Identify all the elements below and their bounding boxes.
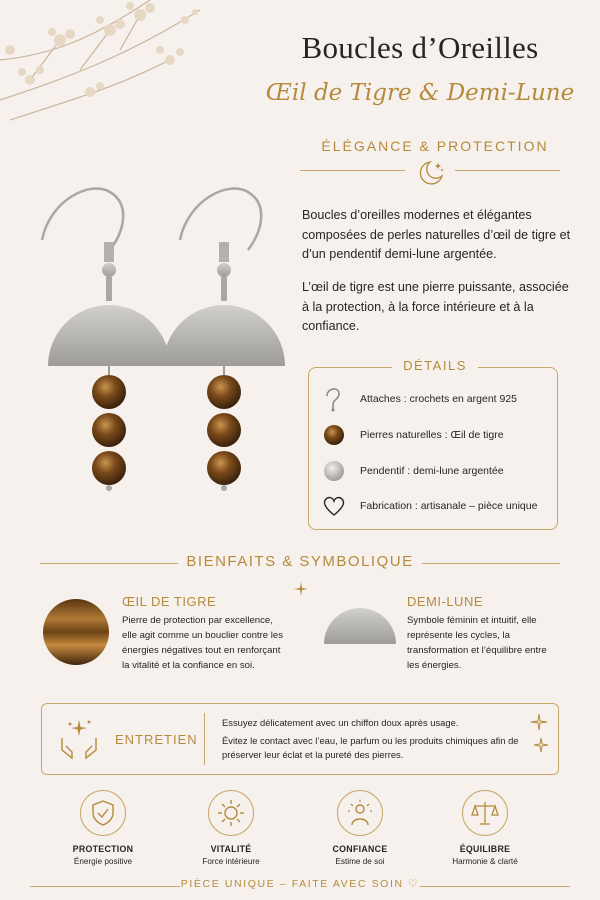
virtue-label: VITALITÉ xyxy=(210,844,252,854)
intro-paragraph-2: L’œil de tigre est une pierre puissante, associée à la protection, à la force intérieure et à la confiance. xyxy=(302,280,569,334)
heart-icon xyxy=(320,492,348,520)
half-moon-heading: DEMI-LUNE xyxy=(407,594,484,609)
details-row-hooks xyxy=(320,384,555,414)
half-moon-text: Symbole féminin et intuitif, elle représente les cycles, la transformation et l’équilibre entre les énergies. xyxy=(407,615,547,671)
intro-paragraph-1: Boucles d’oreilles modernes et élégantes composées de perles naturelles d’œil de tigre et d’un pendentif demi-lune argentée. xyxy=(302,208,571,262)
benefits-divider-right xyxy=(422,563,560,564)
divider-right xyxy=(455,170,560,171)
virtue-sub: Estime de soi xyxy=(335,857,385,866)
earring-hook-icon xyxy=(320,385,348,413)
tagline: ÉLÉGANCE & PROTECTION xyxy=(321,138,549,154)
virtue-confidence xyxy=(305,790,415,866)
virtue-sub: Harmonie & clarté xyxy=(452,857,518,866)
divider-left xyxy=(300,170,405,171)
details-row-craft xyxy=(320,491,555,521)
details-pendant-label: Pendentif : demi-lune argentée xyxy=(360,465,504,477)
footer-divider-right xyxy=(420,886,570,887)
details-row-pendant xyxy=(320,456,555,486)
details-stones-label: Pierres naturelles : Œil de tigre xyxy=(360,429,504,441)
tiger-eye-text: Pierre de protection par excellence, elle agit comme un bouclier contre les énergies négatives tout en renforçant la vitalité et la confiance en soi. xyxy=(122,615,284,671)
details-hooks-label: Attaches : crochets en argent 925 xyxy=(360,393,518,405)
sparkle-icon xyxy=(528,714,550,754)
shield-check-icon xyxy=(80,790,126,836)
earrings-photo xyxy=(30,180,290,510)
crescent-moon-stars-icon xyxy=(416,158,446,186)
tiger-eye-bead-icon xyxy=(320,421,348,449)
sun-icon xyxy=(208,790,254,836)
product-title: Boucles d’Oreilles xyxy=(301,30,539,65)
tiger-eye-stone-image xyxy=(42,598,110,666)
benefits-title: BIENFAITS & SYMBOLIQUE xyxy=(186,553,414,570)
details-title: DÉTAILS xyxy=(392,358,478,373)
balance-scale-icon xyxy=(462,790,508,836)
half-moon-pendant-image xyxy=(322,604,398,646)
benefits-divider-left xyxy=(40,563,178,564)
virtue-label: CONFIANCE xyxy=(332,844,388,854)
dried-flowers-decoration xyxy=(0,0,210,130)
care-title: ENTRETIEN xyxy=(115,732,198,747)
virtue-label: PROTECTION xyxy=(72,844,134,854)
details-craft-label: Fabrication : artisanale – pièce unique xyxy=(360,500,538,512)
care-line-1: Essuyez délicatement avec un chiffon doux après usage. xyxy=(222,717,459,728)
tiger-eye-heading: ŒIL DE TIGRE xyxy=(122,594,217,609)
silver-bead-icon xyxy=(320,457,348,485)
hands-sparkle-icon xyxy=(56,716,102,762)
virtue-sub: Force intérieure xyxy=(202,857,260,866)
person-radiant-icon xyxy=(337,790,383,836)
care-separator xyxy=(204,713,205,765)
product-subtitle: Œil de Tigre & Demi-Lune xyxy=(265,80,575,106)
virtue-protection xyxy=(48,790,158,866)
sparkle-icon xyxy=(294,582,308,596)
virtue-sub: Énergie positive xyxy=(73,857,133,866)
virtue-label: ÉQUILIBRE xyxy=(459,844,511,854)
details-row-stones xyxy=(320,420,555,450)
care-line-2: Évitez le contact avec l’eau, le parfum ou les produits chimiques afin de préserver leur éclat et la pureté des pierres. xyxy=(222,735,519,761)
footer-text: PIÈCE UNIQUE – FAITE AVEC SOIN ♡ xyxy=(180,878,420,890)
virtue-balance xyxy=(430,790,540,866)
virtue-vitality xyxy=(176,790,286,866)
